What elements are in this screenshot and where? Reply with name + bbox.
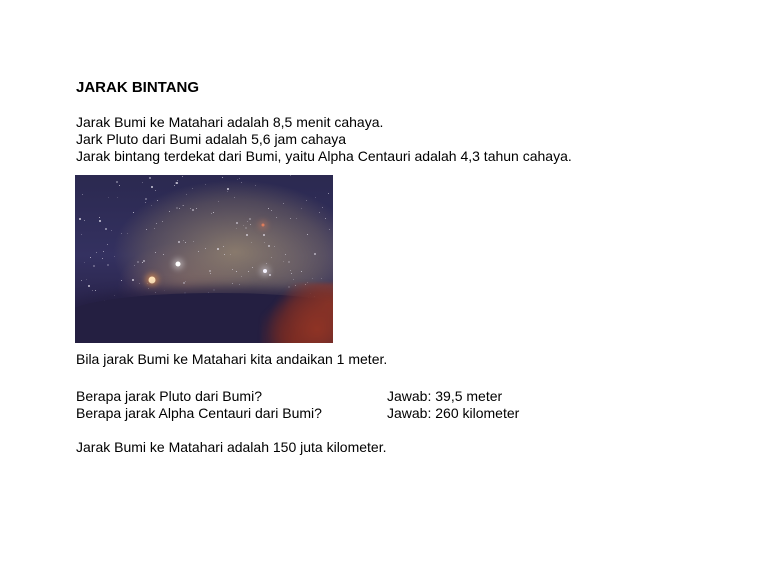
faint-star bbox=[239, 178, 240, 179]
faint-star bbox=[268, 208, 269, 209]
faint-star bbox=[210, 273, 211, 274]
faint-star bbox=[274, 246, 275, 247]
faint-star bbox=[142, 182, 143, 183]
faint-star bbox=[321, 278, 322, 279]
faint-star bbox=[266, 263, 267, 264]
faint-star bbox=[249, 218, 251, 220]
faint-star bbox=[102, 258, 103, 259]
question-alpha-centauri: Berapa jarak Alpha Centauri dari Bumi? bbox=[76, 405, 322, 421]
faint-star bbox=[95, 290, 96, 291]
faint-star bbox=[186, 194, 187, 195]
faint-star bbox=[213, 212, 214, 213]
bright-star bbox=[176, 262, 181, 267]
faint-star bbox=[222, 177, 223, 178]
faint-star bbox=[217, 248, 219, 250]
faint-star bbox=[183, 205, 184, 206]
faint-star bbox=[121, 280, 122, 281]
faint-star bbox=[142, 262, 143, 263]
faint-star bbox=[88, 285, 90, 287]
faint-star bbox=[81, 234, 82, 235]
faint-star bbox=[268, 245, 270, 247]
faint-star bbox=[133, 212, 134, 213]
faint-star bbox=[211, 213, 212, 214]
faint-star bbox=[90, 257, 91, 258]
answer-pluto: Jawab: 39,5 meter bbox=[387, 388, 503, 404]
faint-star bbox=[155, 252, 156, 253]
faint-star bbox=[285, 254, 286, 255]
faint-star bbox=[84, 262, 85, 263]
faint-star bbox=[293, 279, 294, 280]
faint-star bbox=[291, 273, 292, 274]
faint-star bbox=[283, 261, 284, 262]
faint-star bbox=[156, 223, 157, 224]
faint-star bbox=[314, 253, 316, 255]
faint-star bbox=[237, 179, 238, 180]
faint-star bbox=[119, 185, 120, 186]
faint-star bbox=[232, 269, 233, 270]
faint-star bbox=[271, 257, 272, 258]
tree-foliage bbox=[261, 283, 333, 343]
faint-star bbox=[283, 203, 284, 204]
faint-star bbox=[301, 208, 302, 209]
faint-star bbox=[192, 188, 193, 189]
faint-star bbox=[312, 278, 313, 279]
faint-star bbox=[134, 265, 135, 266]
faint-star bbox=[227, 191, 228, 192]
faint-star bbox=[107, 264, 109, 266]
faint-star bbox=[155, 190, 156, 191]
faint-star bbox=[296, 218, 297, 219]
faint-star bbox=[117, 197, 118, 198]
faint-star bbox=[164, 290, 165, 291]
faint-star bbox=[146, 229, 147, 230]
faint-star bbox=[82, 194, 83, 195]
faint-star bbox=[325, 218, 326, 219]
faint-star bbox=[234, 197, 235, 198]
qa-row-alpha-centauri bbox=[76, 405, 519, 422]
faint-star bbox=[319, 212, 320, 213]
faint-star bbox=[157, 200, 158, 201]
faint-star bbox=[227, 188, 229, 190]
faint-star bbox=[81, 280, 82, 281]
faint-star bbox=[213, 289, 215, 291]
faint-star bbox=[96, 252, 97, 253]
faint-star bbox=[230, 254, 231, 255]
faint-star bbox=[236, 228, 237, 229]
faint-star bbox=[143, 260, 145, 262]
faint-star bbox=[148, 288, 149, 289]
faint-star bbox=[162, 221, 163, 222]
faint-star bbox=[111, 230, 112, 231]
faint-star bbox=[223, 246, 224, 247]
faint-star bbox=[139, 283, 140, 284]
intro-line-pluto: Jark Pluto dari Bumi adalah 5,6 jam cahaya bbox=[76, 131, 347, 147]
faint-star bbox=[315, 197, 316, 198]
faint-star bbox=[271, 210, 272, 211]
faint-star bbox=[154, 228, 155, 229]
faint-star bbox=[218, 201, 219, 202]
faint-star bbox=[248, 271, 249, 272]
faint-star bbox=[276, 217, 277, 218]
bright-star bbox=[263, 269, 267, 273]
faint-star bbox=[145, 198, 147, 200]
faint-star bbox=[93, 265, 95, 267]
faint-star bbox=[307, 234, 308, 235]
faint-star bbox=[288, 261, 290, 263]
faint-star bbox=[145, 202, 146, 203]
faint-star bbox=[149, 177, 151, 179]
faint-star bbox=[99, 217, 100, 218]
faint-star bbox=[290, 175, 291, 176]
answer-alpha-centauri: Jawab: 260 kilometer bbox=[387, 405, 520, 421]
faint-star bbox=[169, 211, 170, 212]
faint-star bbox=[114, 295, 115, 296]
intro-line-sun: Jarak Bumi ke Matahari adalah 8,5 menit cahaya. bbox=[76, 114, 384, 130]
faint-star bbox=[290, 218, 291, 219]
faint-star bbox=[84, 220, 85, 221]
faint-star bbox=[107, 244, 108, 245]
faint-star bbox=[155, 292, 156, 293]
faint-star bbox=[127, 233, 128, 234]
faint-star bbox=[114, 256, 115, 257]
faint-star bbox=[224, 254, 225, 255]
faint-star bbox=[264, 242, 265, 243]
faint-star bbox=[245, 227, 247, 229]
faint-star bbox=[177, 180, 178, 181]
faint-star bbox=[322, 207, 323, 208]
faint-star bbox=[269, 274, 271, 276]
closing-line: Jarak Bumi ke Matahari adalah 150 juta kilometer. bbox=[76, 439, 387, 455]
faint-star bbox=[190, 208, 191, 209]
faint-star bbox=[306, 200, 307, 201]
faint-star bbox=[251, 242, 252, 243]
faint-star bbox=[183, 240, 184, 241]
faint-star bbox=[132, 279, 134, 281]
faint-star bbox=[301, 271, 302, 272]
faint-star bbox=[198, 251, 199, 252]
page-title: JARAK BINTANG bbox=[76, 79, 200, 96]
faint-star bbox=[147, 283, 148, 284]
faint-star bbox=[151, 205, 152, 206]
faint-star bbox=[178, 241, 180, 243]
faint-star bbox=[205, 184, 206, 185]
faint-star bbox=[79, 218, 81, 220]
faint-star bbox=[183, 282, 185, 284]
milky-way-night-sky-photo bbox=[75, 175, 333, 343]
faint-star bbox=[239, 284, 240, 285]
faint-star bbox=[121, 233, 122, 234]
faint-star bbox=[246, 234, 248, 236]
faint-star bbox=[179, 208, 180, 209]
faint-star bbox=[329, 229, 330, 230]
faint-star bbox=[192, 209, 194, 211]
intro-line-alpha-centauri: Jarak bintang terdekat dari Bumi, yaitu Alpha Centauri adalah 4,3 tahun cahaya. bbox=[76, 148, 572, 164]
faint-star bbox=[255, 185, 256, 186]
faint-star bbox=[185, 242, 186, 243]
faint-star bbox=[86, 279, 87, 280]
faint-star bbox=[232, 283, 233, 284]
faint-star bbox=[176, 207, 178, 209]
faint-star bbox=[196, 208, 197, 209]
bright-star bbox=[148, 277, 155, 284]
faint-star bbox=[241, 182, 242, 183]
faint-star bbox=[137, 261, 139, 263]
faint-star bbox=[328, 193, 329, 194]
question-pluto: Berapa jarak Pluto dari Bumi? bbox=[76, 388, 262, 404]
faint-star bbox=[163, 254, 164, 255]
faint-star bbox=[193, 241, 194, 242]
faint-star bbox=[105, 228, 107, 230]
faint-star bbox=[241, 276, 242, 277]
faint-star bbox=[182, 176, 183, 177]
faint-star bbox=[108, 197, 109, 198]
faint-star bbox=[247, 221, 248, 222]
faint-star bbox=[151, 186, 153, 188]
faint-star bbox=[176, 182, 178, 184]
intro-paragraph bbox=[76, 114, 572, 165]
bright-star bbox=[262, 224, 265, 227]
faint-star bbox=[243, 225, 244, 226]
faint-star bbox=[103, 251, 104, 252]
qa-row-pluto bbox=[76, 388, 519, 405]
faint-star bbox=[263, 234, 265, 236]
faint-star bbox=[250, 224, 251, 225]
faint-star bbox=[236, 271, 237, 272]
faint-star bbox=[92, 290, 93, 291]
faint-star bbox=[252, 267, 253, 268]
question-answer-block bbox=[76, 388, 519, 422]
faint-star bbox=[174, 185, 175, 186]
faint-star bbox=[99, 220, 101, 222]
faint-star bbox=[209, 270, 211, 272]
faint-star bbox=[290, 270, 291, 271]
faint-star bbox=[205, 248, 206, 249]
faint-star bbox=[116, 181, 118, 183]
assumption-line: Bila jarak Bumi ke Matahari kita andaikan 1 meter. bbox=[76, 351, 388, 367]
faint-star bbox=[236, 222, 238, 224]
faint-star bbox=[185, 281, 186, 282]
